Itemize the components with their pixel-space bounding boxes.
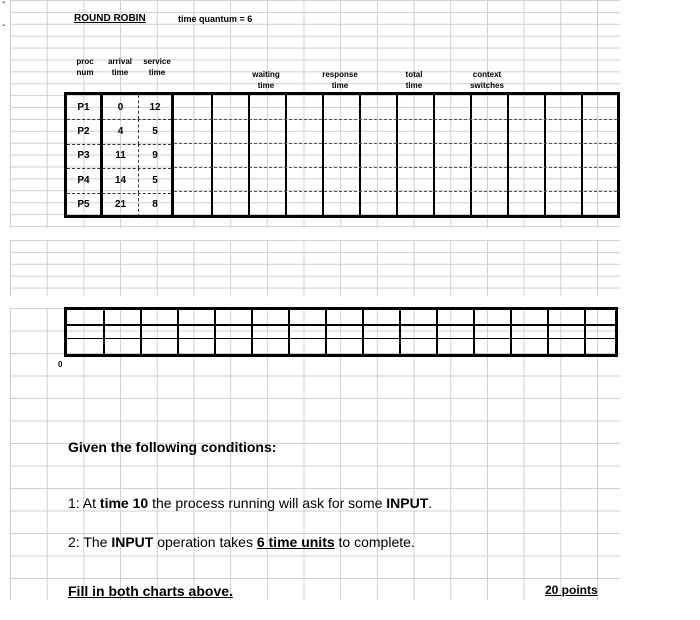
gantt-col-divider xyxy=(399,310,401,354)
table-row xyxy=(67,168,171,193)
condition-1-end: . xyxy=(428,495,433,511)
gantt-col-divider xyxy=(288,310,290,354)
condition-2 xyxy=(68,534,415,550)
results-col-divider xyxy=(211,95,213,215)
margin-mark-1: - xyxy=(2,0,6,8)
gantt-col-divider xyxy=(473,310,475,354)
results-col-divider xyxy=(433,95,435,215)
time-quantum-label: time quantum = 6 xyxy=(178,14,253,24)
proc-cell: P1 xyxy=(67,95,103,119)
results-col-divider xyxy=(285,95,287,215)
condition-1-input: INPUT xyxy=(386,495,429,511)
gantt-col-divider xyxy=(362,310,364,354)
results-col-divider xyxy=(581,95,583,215)
gantt-chart xyxy=(64,307,618,357)
proc-cell: P3 xyxy=(67,144,103,168)
table-row xyxy=(67,144,171,169)
condition-1-time-word: time xyxy=(99,495,129,511)
condition-2-mid: operation takes xyxy=(153,534,257,550)
service-cell: 5 xyxy=(152,126,158,138)
results-col-divider xyxy=(507,95,509,215)
table-row xyxy=(67,95,171,120)
proc-cell: P5 xyxy=(67,193,103,217)
results-col-divider xyxy=(544,95,546,215)
condition-2-end: to complete. xyxy=(334,534,415,550)
col-header-context: context switches xyxy=(470,70,504,90)
results-col-divider xyxy=(359,95,361,215)
results-col-divider xyxy=(322,95,324,215)
results-row-divider xyxy=(174,143,617,144)
results-row-divider xyxy=(174,191,617,192)
gantt-col-divider xyxy=(103,310,105,354)
condition-2-units: 6 time units xyxy=(256,534,335,550)
gantt-col-divider xyxy=(214,310,216,354)
col-header-total: total time xyxy=(405,70,423,90)
arrival-cell: 11 xyxy=(103,144,139,168)
proc-cell: P4 xyxy=(67,168,103,192)
gantt-start-label: 0 xyxy=(58,360,63,369)
gantt-row-divider xyxy=(67,324,615,326)
condition-2-input: INPUT xyxy=(111,534,154,550)
table-row xyxy=(67,119,171,144)
gantt-col-divider xyxy=(177,310,179,354)
condition-1 xyxy=(68,495,432,511)
fill-instruction: Fill in both charts above. xyxy=(68,583,233,599)
service-cell: 9 xyxy=(152,150,158,162)
results-row-divider xyxy=(174,167,617,168)
condition-1-prefix: 1: At xyxy=(68,495,100,511)
gantt-col-divider xyxy=(140,310,142,354)
service-cell: 8 xyxy=(152,199,158,211)
gantt-col-divider xyxy=(547,310,549,354)
spreadsheet-grid-middle xyxy=(10,240,620,296)
service-cell: 5 xyxy=(152,174,158,186)
col-header-service: service time xyxy=(143,57,171,77)
table-row xyxy=(67,193,171,217)
arrival-cell: 4 xyxy=(103,119,139,143)
arrival-cell: 0 xyxy=(103,95,139,119)
results-table xyxy=(174,92,620,218)
page-title: ROUND ROBIN xyxy=(74,13,146,24)
margin-mark-2: - xyxy=(2,20,6,31)
proc-cell: P2 xyxy=(67,119,103,143)
gantt-col-divider xyxy=(251,310,253,354)
points-label: 20 points xyxy=(545,583,598,597)
condition-1-time-value: 10 xyxy=(132,495,149,511)
gantt-row-divider xyxy=(67,338,615,339)
gantt-col-divider xyxy=(510,310,512,354)
conditions-title: Given the following conditions: xyxy=(68,439,277,455)
gantt-col-divider xyxy=(584,310,586,354)
results-row-divider xyxy=(174,119,617,120)
process-table xyxy=(64,92,174,218)
service-cell: 12 xyxy=(149,101,161,113)
arrival-cell: 21 xyxy=(103,193,139,217)
gantt-col-divider xyxy=(325,310,327,354)
arrival-cell: 14 xyxy=(103,168,139,192)
results-col-divider xyxy=(396,95,398,215)
results-col-divider xyxy=(470,95,472,215)
col-header-response: response time xyxy=(322,70,358,90)
condition-1-mid: the process running will ask for some xyxy=(148,495,387,511)
col-header-proc: proc num xyxy=(76,57,94,77)
gantt-col-divider xyxy=(436,310,438,354)
results-col-divider xyxy=(248,95,250,215)
condition-2-prefix: 2: The xyxy=(68,534,112,550)
col-header-arrival: arrival time xyxy=(107,57,133,77)
col-header-waiting: waiting time xyxy=(252,70,280,90)
